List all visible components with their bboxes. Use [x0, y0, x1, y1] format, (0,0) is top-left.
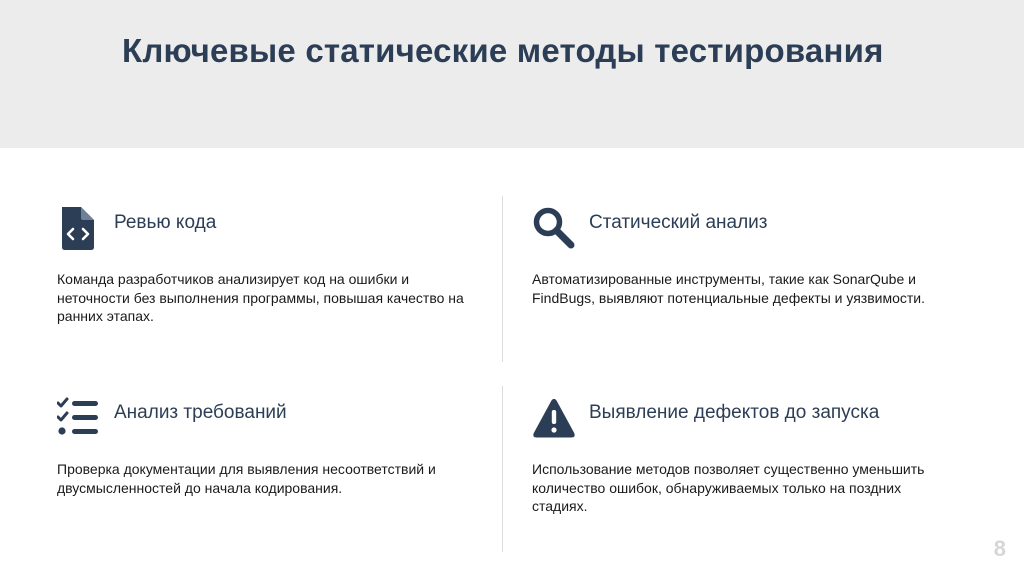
card-title: Статический анализ: [589, 212, 768, 233]
card-title: Ревью кода: [114, 212, 217, 233]
card-text: Использование методов позволяет существенно уменьшить количество ошибок, обнаруживаемых только на поздних стадиях.: [532, 461, 925, 514]
search-icon: [532, 206, 576, 250]
checklist-icon: [57, 396, 101, 440]
card-text: Проверка документации для выявления несоответствий и двусмысленностей до начала кодирования.: [57, 461, 436, 496]
card-title: Выявление дефектов до запуска: [589, 402, 880, 423]
slide-title: Ключевые статические методы тестирования: [122, 32, 884, 69]
slide-header: [0, 0, 1024, 148]
warning-icon: [532, 396, 576, 440]
code-file-icon: [57, 206, 101, 250]
page-number: 8: [993, 536, 1006, 561]
card-title: Анализ требований: [114, 402, 287, 423]
column-divider: [502, 386, 503, 552]
card-text: Автоматизированные инструменты, такие как SonarQube и FindBugs, выявляют потенциальные дефекты и уязвимости.: [532, 271, 926, 306]
card-text: Команда разработчиков анализирует код на ошибки и неточности без выполнения программы, повышая качество на ранних этапах.: [57, 271, 464, 324]
column-divider: [502, 196, 503, 362]
